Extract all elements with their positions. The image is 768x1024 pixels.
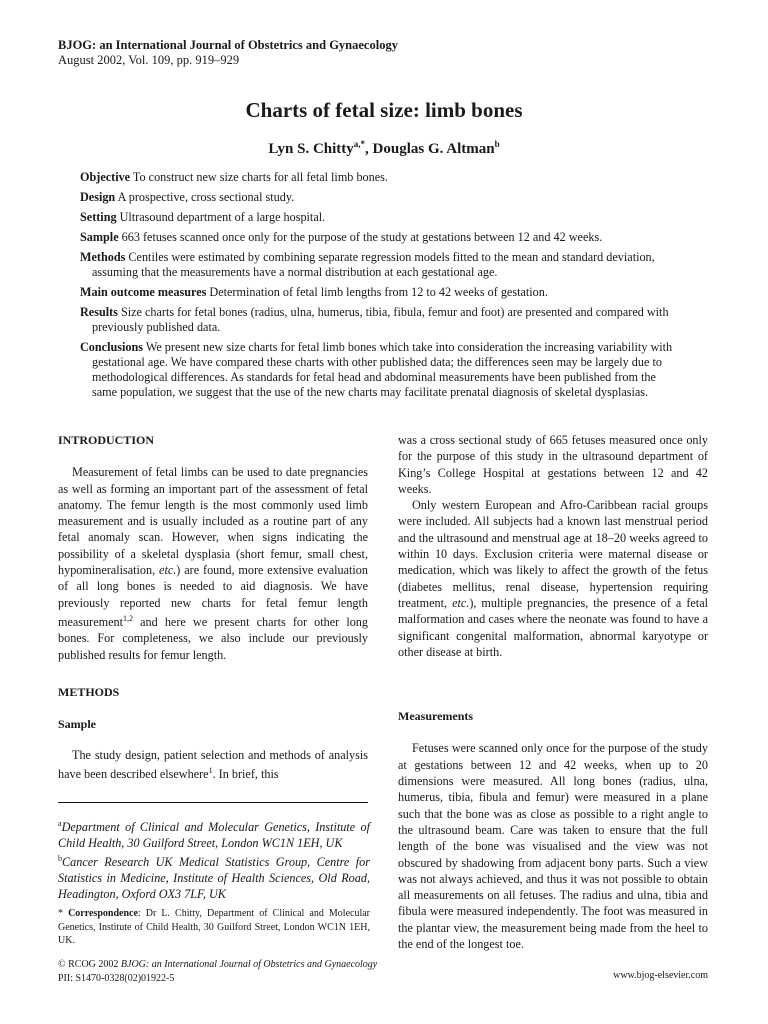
affiliations xyxy=(58,816,370,902)
text-run: BJOG: an International Journal of Obstetrics and Gynaecology xyxy=(120,959,378,970)
abstract-label: Sample xyxy=(80,230,119,244)
affiliation-text: Department of Clinical and Molecular Genetics, Institute of Child Health, 30 Guilford Street, London WC1N 1EH, UK xyxy=(58,820,370,851)
abstract-outcome xyxy=(80,285,680,300)
text-run: Measurement of fetal limbs can be used to date pregnancies as well as forming an important part of the assessment of fetal anatomy. The femur length is the most commonly used limb measurement and is usually included as a routine part of any fetal anomaly scan. However, when signs indicating the possibility of a skeletal dysplasia (short femur, small chest, hypomineralisation, xyxy=(58,465,368,578)
footer-copyright xyxy=(58,958,377,985)
correspondence-text: : Dr L. Chitty, Department of Clinical and Molecular Genetics, Institute of Child Health, 30 Guilford Street, London WC1N 1EH, UK. xyxy=(58,908,370,946)
correspondence-label: Correspondence xyxy=(68,908,138,919)
abstract-text: Size charts for fetal bones (radius, ulna, humerus, tibia, fibula, femur and foot) are presented and compared with previously published data. xyxy=(92,305,669,334)
abstract-label: Main outcome measures xyxy=(80,285,207,299)
section-heading-methods: METHODS xyxy=(58,685,120,699)
citation-ref: 1 xyxy=(208,765,213,775)
footnote-divider xyxy=(58,802,368,803)
article-title: Charts of fetal size: limb bones xyxy=(245,98,523,122)
abstract-text: A prospective, cross sectional study. xyxy=(115,190,295,204)
copyright-line xyxy=(58,958,377,972)
abstract-text: We present new size charts for fetal limb bones which take into consideration the increasing variability with gestational age. We have compared these charts with other published data; the differences seen may be largely due to methodological differences. As standards for fetal head and abdominal measurements have been published from the same population, we suggest that the use of the new charts may facilitate prenatal diagnosis of skeletal dysplasias. xyxy=(92,340,673,399)
text-run: © RCOG 2002 xyxy=(58,959,121,970)
text-run: ) are found, more extensive evaluation of all long bones is needed to aid diagnosis. We have previously reported new charts for fetal femur length measurement xyxy=(58,563,368,630)
abstract-label: Objective xyxy=(80,170,131,184)
abstract-text: Centiles were estimated by combining separate regression models fitted to the mean and standard deviation, assuming that the measurements have a normal distribution at each gestational age. xyxy=(92,250,655,279)
abstract-results xyxy=(80,305,680,335)
text-run: and here we present charts for other long bones. For completeness, we also include our previously published results for femur length. xyxy=(58,615,368,662)
affiliation-mark: a xyxy=(58,819,62,828)
subsection-heading-sample: Sample xyxy=(58,717,97,732)
abstract-design xyxy=(80,190,680,205)
abstract-label: Setting xyxy=(80,210,117,224)
abstract-text: Determination of fetal limb lengths from 12 to 42 weeks of gestation. xyxy=(206,285,548,299)
abstract-conclusions xyxy=(80,340,680,400)
abstract-sample xyxy=(80,230,680,245)
author-name: Lyn S. Chitty xyxy=(268,141,354,157)
abstract-objective xyxy=(80,170,680,185)
correspondence-note xyxy=(58,907,370,948)
author-separator: , xyxy=(365,141,373,157)
abstract-label: Design xyxy=(80,190,116,204)
author-name: Douglas G. Altman xyxy=(372,141,495,157)
inclusion-paragraph xyxy=(398,497,708,660)
abstract-setting xyxy=(80,210,680,225)
affiliation-mark: b xyxy=(58,854,62,864)
left-column-intro xyxy=(58,432,368,663)
methods-paragraph xyxy=(58,747,368,783)
affiliation-a xyxy=(58,816,370,851)
text-run: . In brief, this xyxy=(212,766,279,781)
journal-url: www.bjog-elsevier.com xyxy=(613,970,708,981)
text-run: * xyxy=(58,908,69,919)
citation-ref: 1,2 xyxy=(122,613,133,623)
abstract-label: Results xyxy=(80,305,118,319)
affiliation-b xyxy=(58,851,370,902)
author-affiliation-mark: a,* xyxy=(353,139,366,149)
author-list xyxy=(0,139,768,158)
methods-continued-paragraph: was a cross sectional study of 665 fetuses measured once only for the purpose of this study in the ultrasound department of King’s College Hospital at gestations between 12 and 42 weeks. xyxy=(398,433,708,496)
abstract-text: 663 fetuses scanned once only for the purpose of the study at gestations between 12 and 42 weeks. xyxy=(118,230,603,244)
text-run: The study design, patient selection and methods of analysis have been described elsewhere xyxy=(58,747,368,781)
abstract-label: Conclusions xyxy=(80,340,143,354)
journal-issue: August 2002, Vol. 109, pp. 919–929 xyxy=(58,53,240,67)
affiliation-text: Cancer Research UK Medical Statistics Group, Centre for Statistics in Medicine, Institute of Health Sciences, Old Road, Headington, Oxford OX3 7LF, UK xyxy=(58,855,370,902)
section-heading-introduction: INTRODUCTION xyxy=(58,433,155,447)
abstract-methods xyxy=(80,250,680,280)
pii-line: PII: S1470-0328(02)01922-5 xyxy=(58,972,175,984)
measurements-paragraph: Fetuses were scanned only once for the purpose of the study at gestations between 12 and 42 weeks, when up to 20 dimensions were measured. All long bones (radius, ulna, humerus, tibia, fibula and femur) were measured in a plane such that the bone was as close as possible to a right angle to the ultrasound beam. Care was taken to ensure that the full length of the bone was visualised and the view was not obscured by shadowing from adjacent bony parts. Such a view was not always achieved, and thus it was not possible to obtain all measurements on all fetuses. The radius and ulna, tibia and fibula were measured independently. The foot was measured in the plantar view, the measurement being made from the heel to the end of the longest toe. xyxy=(398,741,708,952)
left-column-methods xyxy=(58,684,368,782)
abstract-text: To construct new size charts for all fetal limb bones. xyxy=(130,170,388,184)
journal-name: BJOG: an International Journal of Obstetrics and Gynaecology xyxy=(58,38,398,52)
subsection-heading-measurements: Measurements xyxy=(398,709,474,724)
text-run: Only western European and Afro-Caribbean racial groups were included. All subjects had a known last menstrual period and the ultrasound and menstrual age at 18–20 weeks agreed to within 10 days. Exclusion criteria were maternal disease or medication, which was likely to affect the growth of the fetus (diabetes mellitus, renal disease, hypertension requiring treatment, xyxy=(398,498,708,610)
text-run: etc. xyxy=(159,563,177,578)
intro-paragraph xyxy=(58,464,368,663)
abstract-label: Methods xyxy=(80,250,126,264)
text-run: etc. xyxy=(452,595,470,610)
author-affiliation-mark: b xyxy=(494,139,500,149)
text-run: ), multiple pregnancies, the presence of a fetal malformation and cases where the neonate was found to have a significant congenital malformation, abnormal karyotype or other disease at birth. xyxy=(398,595,708,659)
abstract xyxy=(80,170,680,405)
right-column xyxy=(398,432,708,952)
abstract-text: Ultrasound department of a large hospital. xyxy=(116,210,326,224)
